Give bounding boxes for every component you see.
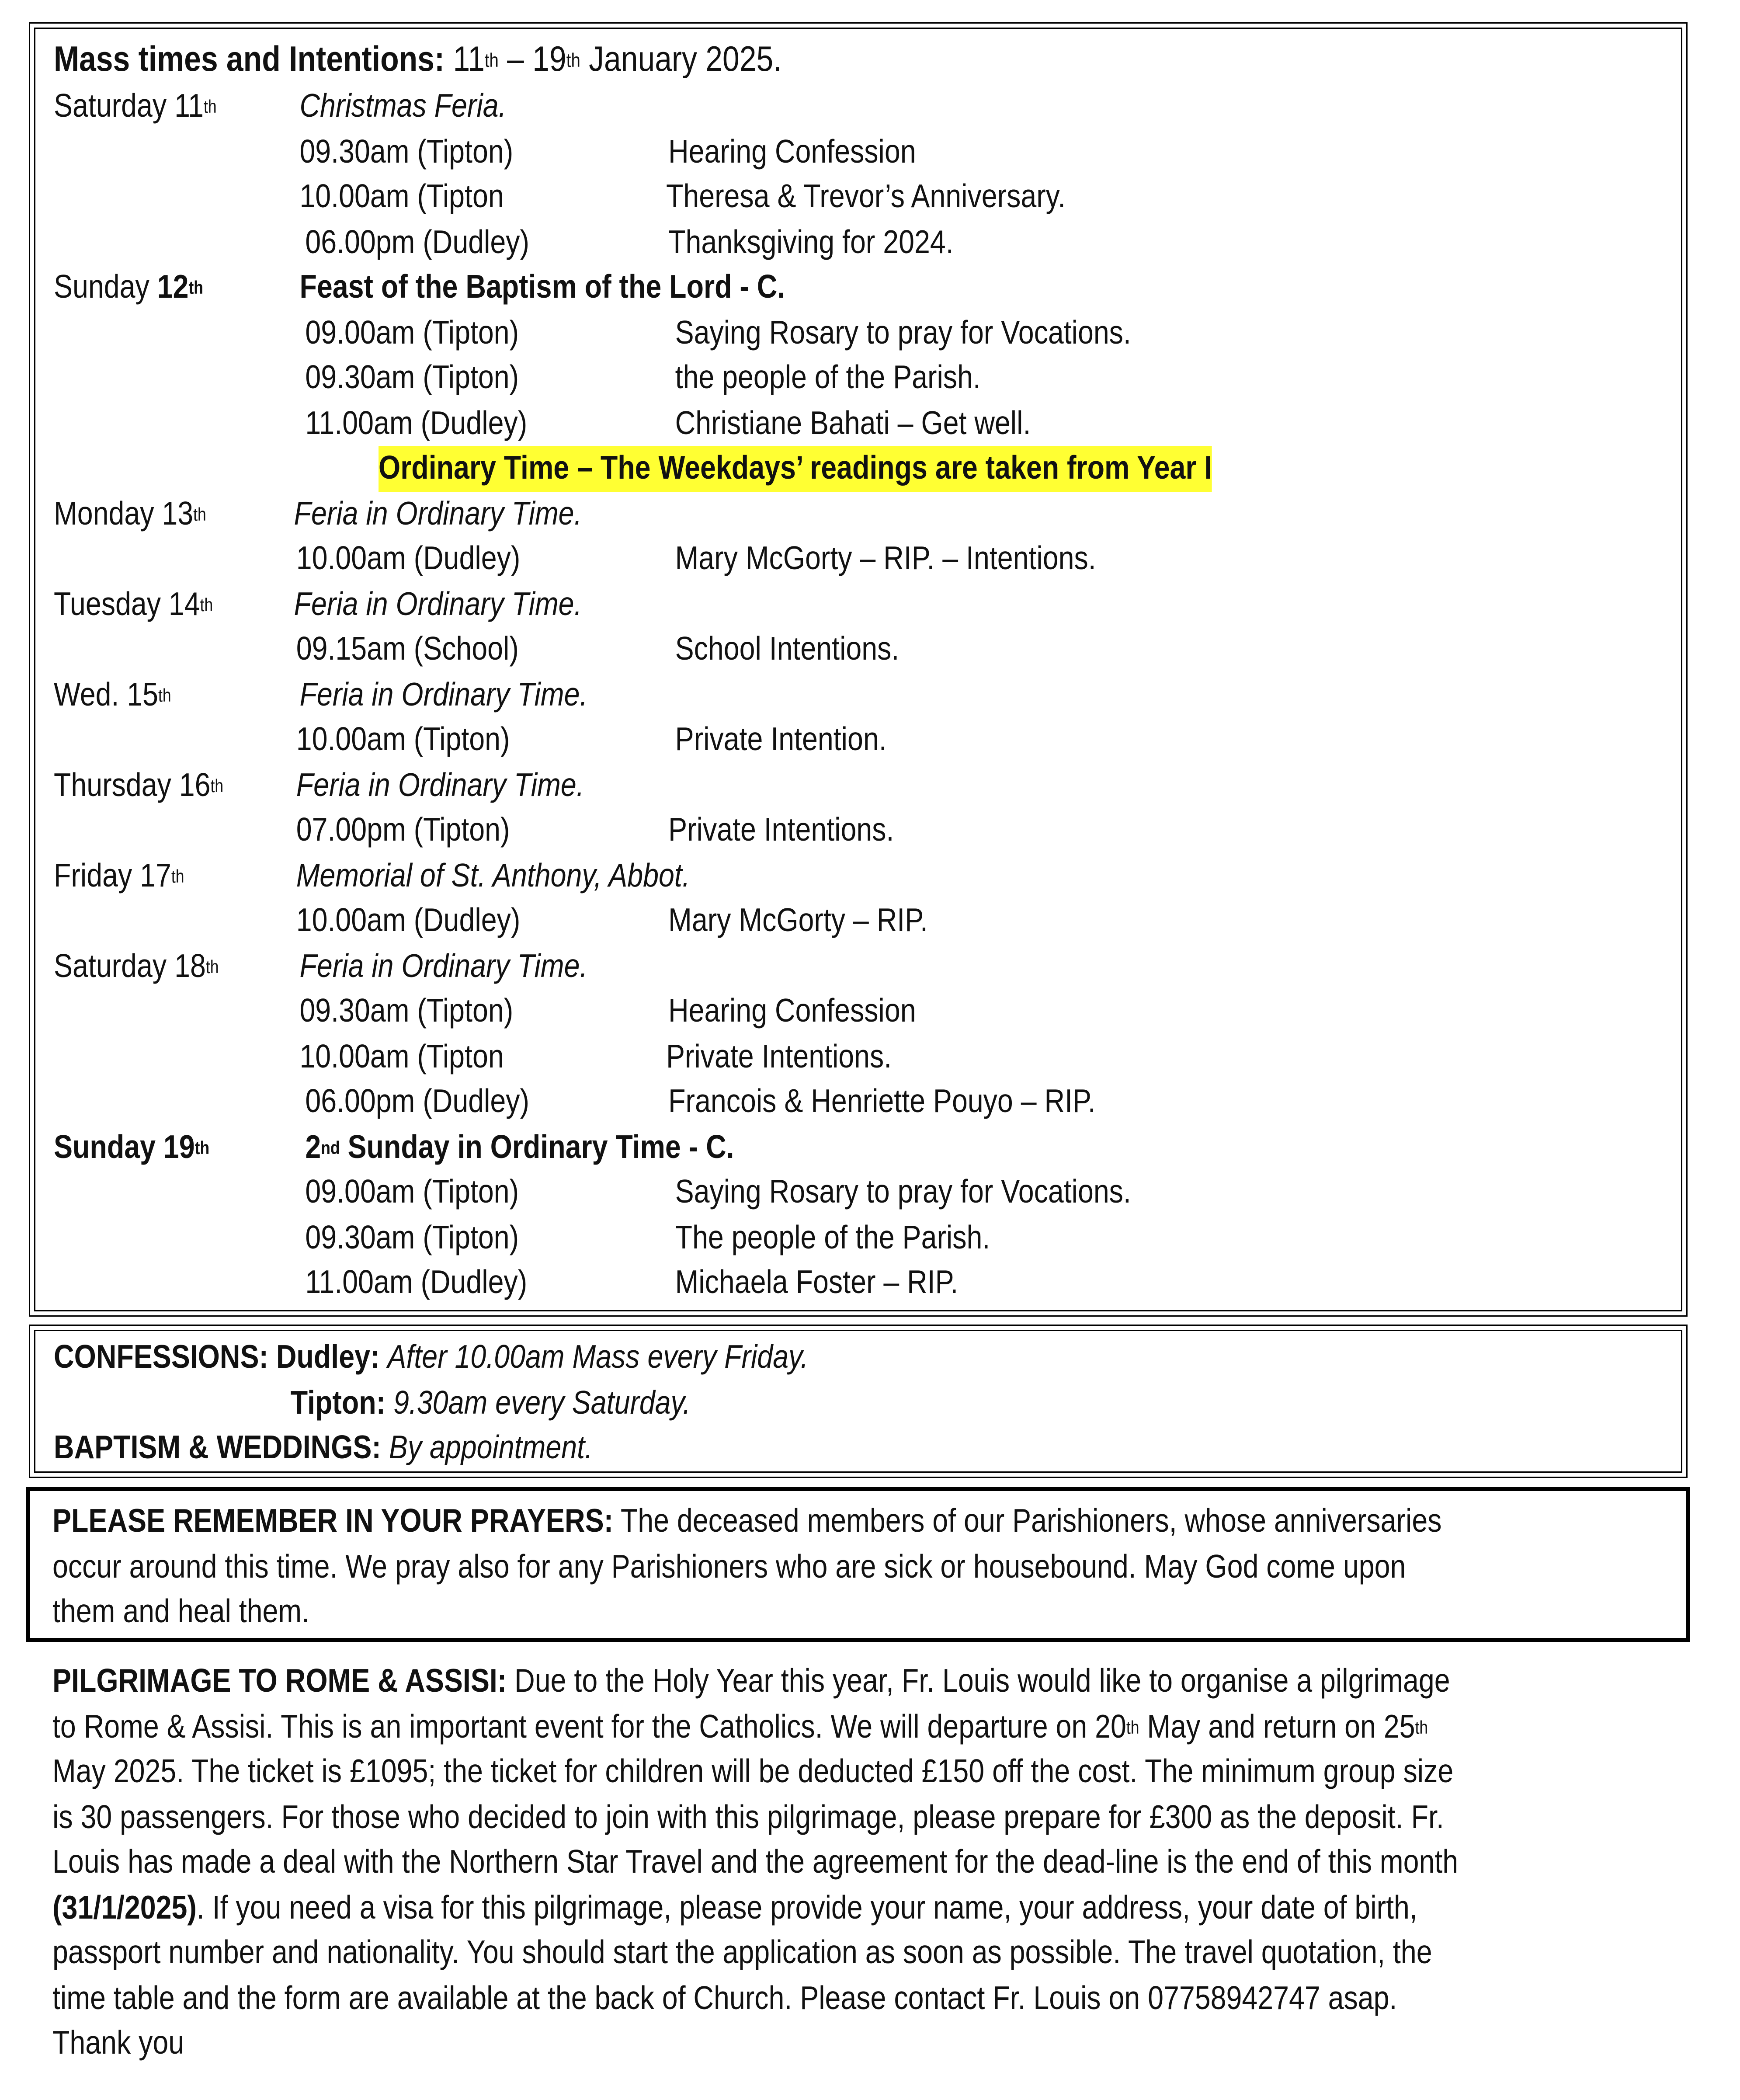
pilgrimage-deadline: (31/1/2025) (52, 1889, 197, 1926)
day-row-sat11 (54, 84, 782, 129)
baptism-row (54, 1425, 808, 1471)
day-label: Sunday 19 (54, 1128, 195, 1165)
day-sup: th (188, 278, 203, 298)
pilgrimage-text: Due to the Holy Year this year, Fr. Louis would like to organise a pilgrimage (507, 1663, 1450, 1700)
day-sup: th (205, 957, 219, 977)
dudley-text: After 10.00am Mass every Friday. (387, 1339, 809, 1376)
pilgrimage-text: . If you need a visa for this pilgrimage, please provide your name, your address, your date of birth, (196, 1889, 1417, 1926)
mass-item-row (54, 310, 1131, 356)
mass-heading-d1: 11 (453, 39, 485, 79)
prayers-text: them and heal them. (52, 1593, 310, 1630)
pilgrimage-sup: th (1415, 1718, 1428, 1738)
day-row (54, 944, 782, 989)
pilgrimage-thanks: Thank you (52, 2025, 184, 2062)
mass-time: 11.00am (Dudley) (305, 1264, 528, 1301)
pilgrimage-text: is 30 passengers. For those who decided to join with this pilgrimage, please prepare for £300 as the deposit. Fr. (52, 1798, 1444, 1836)
mass-time: 09.30am (Tipton) (299, 993, 514, 1029)
prayers-text: The deceased members of our Parishioners, whose anniversaries (613, 1503, 1442, 1540)
mass-item-row (54, 536, 1096, 582)
mass-item-row (54, 717, 887, 763)
mass-time: 06.00pm (Dudley) (305, 223, 530, 261)
day-row (54, 853, 782, 899)
day-sup: th (171, 866, 184, 887)
mass-intention: Theresa & Trevor’s Anniversary. (666, 178, 1066, 215)
tipton-text: 9.30am every Saturday. (393, 1384, 691, 1421)
mass-item-row (54, 627, 900, 672)
mass-time: 06.00pm (Dudley) (305, 1083, 530, 1120)
day-sup: th (158, 685, 171, 706)
tipton-row (54, 1380, 808, 1426)
mass-intention: Michaela Foster – RIP. (675, 1264, 959, 1301)
mass-time: 09.15am (School) (296, 631, 519, 668)
day-title: Sunday in Ordinary Time - C. (340, 1128, 734, 1165)
day-row (54, 582, 782, 627)
mass-heading (54, 37, 782, 84)
mass-item-row (54, 1260, 959, 1306)
mass-intention: Private Intention. (675, 721, 887, 758)
mass-time: 09.00am (Tipton) (305, 1174, 519, 1210)
mass-heading-d2-sup: th (566, 51, 580, 73)
pilgrimage-text: May 2025. The ticket is £1095; the ticket for children will be deducted £150 off the cost. The minimum group size (52, 1753, 1454, 1790)
mass-item-row (54, 355, 981, 401)
mass-time: 10.00am (Dudley) (296, 902, 521, 939)
mass-heading-rest: January 2025. (580, 39, 782, 79)
pilgrimage-text: Louis has made a deal with the Northern Star Travel and the agreement for the dead-line is the end of this month (52, 1844, 1459, 1881)
day-title: Memorial of St. Anthony, Abbot. (296, 857, 690, 894)
mass-intention: The people of the Parish. (675, 1219, 990, 1256)
prayers-text: occur around this time. We pray also for any Parishioners who are sick or housebound. May God come upon (52, 1548, 1406, 1585)
day-sup: th (193, 504, 206, 525)
tipton-label: Tipton: (290, 1384, 386, 1421)
mass-time: 11.00am (Dudley) (305, 404, 528, 442)
pilgrimage-text: passport number and nationality. You should start the application as soon as possible. The travel quotation, the (52, 1934, 1432, 1971)
mass-time: 10.00am (Dudley) (296, 540, 521, 577)
day-label: Thursday 16 (54, 766, 211, 803)
mass-item-row (54, 1034, 892, 1080)
mass-time: 10.00am (Tipton) (296, 721, 510, 758)
pilgrimage-line (52, 1704, 1458, 1750)
day-label: Monday 13 (54, 495, 194, 532)
pilgrimage-line (52, 1749, 1458, 1795)
prayers-label: PLEASE REMEMBER IN YOUR PRAYERS: (52, 1503, 614, 1540)
prayers-line (52, 1499, 1660, 1544)
mass-item-row (54, 1170, 1131, 1215)
day-row (54, 491, 782, 537)
ordinary-time-banner: Ordinary Time – The Weekdays’ readings are taken from Year I (379, 446, 1212, 491)
day-label: Friday 17 (54, 857, 171, 894)
day-title: Feria in Ordinary Time. (294, 495, 582, 532)
confessions-row (54, 1335, 808, 1380)
mass-item-row (54, 129, 916, 175)
mass-item-row (54, 898, 928, 944)
baptism-text: By appointment. (389, 1429, 593, 1466)
pilgrimage-line (52, 1840, 1458, 1885)
day-label: Tuesday 14 (54, 585, 200, 622)
mass-intention: Private Intentions. (668, 812, 894, 848)
mass-heading-d1-sup: th (484, 51, 499, 73)
pilgrimage-label: PILGRIMAGE TO ROME & ASSISI: (52, 1663, 507, 1700)
day-sup: th (194, 1138, 210, 1158)
mass-item-row (54, 174, 1066, 220)
pilgrimage-text: to Rome & Assisi. This is an important event for the Catholics. We will departure on 20 (52, 1708, 1126, 1745)
day-title: Feast of the Baptism of the Lord - C. (299, 269, 785, 306)
confessions-label: CONFESSIONS: (54, 1339, 268, 1376)
mass-time: 09.30am (Tipton) (305, 359, 519, 396)
mass-item-row (54, 989, 916, 1034)
mass-heading-d2: 19 (532, 39, 566, 79)
day-label: Wed. 15 (54, 676, 159, 713)
day-title: Christmas Feria. (299, 88, 507, 125)
day-title-num: 2 (305, 1128, 321, 1165)
mass-item-row (54, 1215, 990, 1261)
ordinary-time-row (54, 446, 1212, 491)
day-title: Feria in Ordinary Time. (296, 766, 584, 803)
day-label: Sunday (54, 269, 157, 306)
day-row (54, 763, 782, 808)
day-row-sun12 (54, 265, 785, 310)
pilgrimage-line (52, 1885, 1458, 1931)
dudley-label: Dudley: (276, 1339, 380, 1376)
pilgrimage-section (52, 1659, 1687, 2066)
pilgrimage-line (52, 1795, 1458, 1840)
mass-item-row (54, 1079, 1096, 1125)
pilgrimage-line (52, 1930, 1458, 1976)
mass-intention: Hearing Confession (668, 993, 916, 1029)
mass-time: 09.00am (Tipton) (305, 314, 519, 351)
mass-intention: School Intentions. (675, 631, 900, 668)
mass-intention: Thanksgiving for 2024. (668, 223, 954, 261)
mass-time: 10.00am (Tipton (299, 1038, 504, 1075)
mass-item-row (54, 401, 1031, 446)
mass-time: 07.00pm (Tipton) (296, 812, 510, 848)
day-title: Feria in Ordinary Time. (294, 585, 582, 622)
mass-intention: Christiane Bahati – Get well. (675, 404, 1031, 442)
prayers-line (52, 1589, 1660, 1635)
mass-intention: Mary McGorty – RIP. (668, 902, 928, 939)
mass-times-box (29, 22, 1688, 1317)
day-label: Saturday 18 (54, 947, 206, 984)
mass-time: 09.30am (Tipton) (299, 133, 514, 170)
mass-intention: Private Intentions. (666, 1038, 892, 1075)
day-label: Saturday 11 (54, 88, 204, 125)
mass-intention: Francois & Henriette Pouyo – RIP. (668, 1083, 1096, 1120)
mass-time: 10.00am (Tipton (299, 178, 504, 215)
pilgrimage-line (52, 1976, 1458, 2021)
day-title: Feria in Ordinary Time. (299, 947, 588, 984)
mass-heading-label: Mass times and Intentions: (54, 39, 445, 79)
mass-intention: Saying Rosary to pray for Vocations. (675, 1174, 1131, 1210)
mass-item-row (54, 220, 954, 265)
day-sup: th (200, 595, 213, 615)
mass-time: 09.30am (Tipton) (305, 1219, 519, 1256)
mass-intention: the people of the Parish. (675, 359, 981, 396)
day-row (54, 672, 782, 718)
mass-intention: Saying Rosary to pray for Vocations. (675, 314, 1131, 351)
prayers-line (52, 1544, 1660, 1590)
day-title-sup: nd (321, 1138, 340, 1158)
prayers-box (26, 1487, 1690, 1642)
confessions-box (29, 1325, 1688, 1478)
pilgrimage-text: time table and the form are available at the back of Church. Please contact Fr. Louis on 07758942747 asap. (52, 1979, 1397, 2017)
day-sup: th (210, 776, 224, 796)
pilgrimage-text: May and return on 25 (1139, 1708, 1415, 1745)
pilgrimage-line (52, 2021, 1458, 2066)
day-sup: th (204, 97, 217, 117)
baptism-label: BAPTISM & WEDDINGS: (54, 1429, 381, 1466)
mass-item-row (54, 808, 894, 853)
pilgrimage-line (52, 1659, 1458, 1704)
day-number: 12 (157, 269, 189, 306)
day-title: Feria in Ordinary Time. (299, 676, 588, 713)
pilgrimage-sup: th (1126, 1718, 1139, 1738)
day-row-sun19 (54, 1125, 782, 1170)
mass-intention: Hearing Confession (668, 133, 916, 170)
mass-intention: Mary McGorty – RIP. – Intentions. (675, 540, 1096, 577)
mass-heading-dash: – (498, 39, 533, 79)
